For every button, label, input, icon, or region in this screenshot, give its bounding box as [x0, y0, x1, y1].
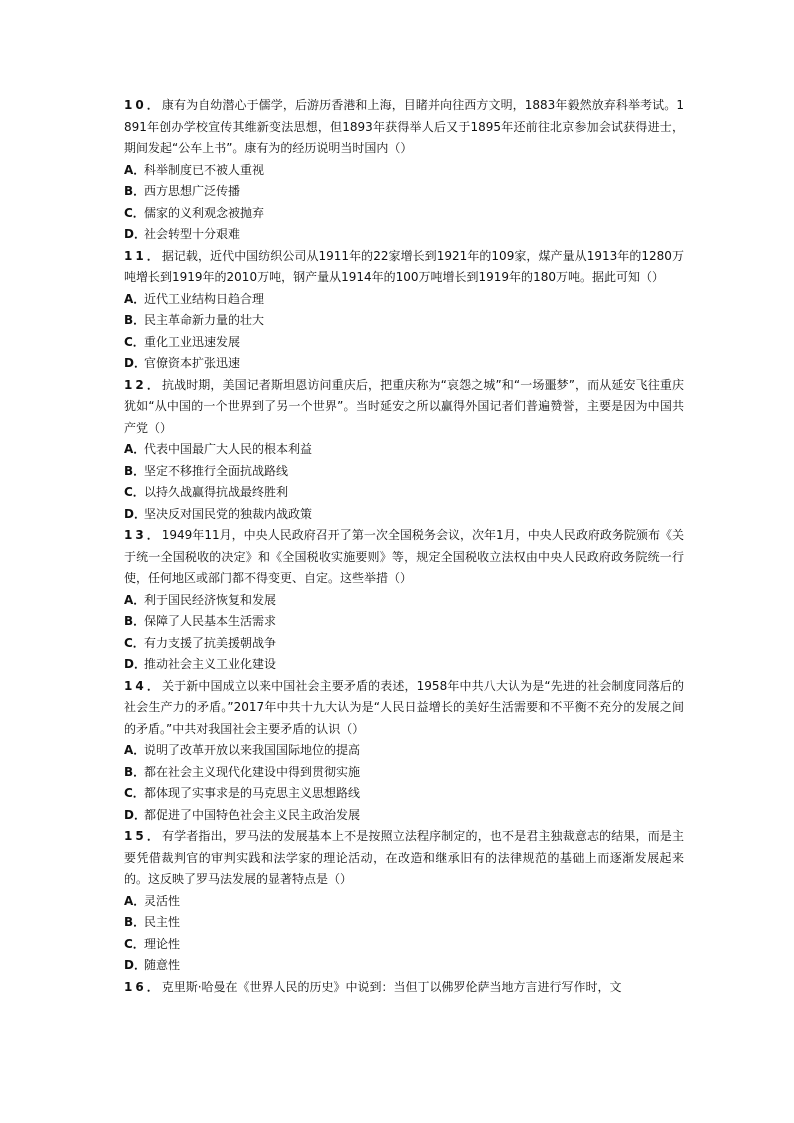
question-number: 13: [124, 528, 147, 542]
option-text: 理论性: [144, 936, 181, 951]
option-text: 儒家的义利观念被抛弃: [144, 205, 265, 220]
option-text: 坚决反对国民党的独裁内战政策: [144, 506, 313, 521]
question-number: 14: [124, 678, 147, 693]
answer-option: [124, 654, 684, 676]
answer-option: [124, 912, 684, 934]
option-letter: D．: [124, 356, 146, 370]
option-letter: A．: [124, 162, 146, 177]
option-text: 随意性: [144, 958, 181, 972]
option-letter: B．: [124, 614, 146, 628]
question-number: 16: [124, 979, 147, 994]
question-text: 抗战时期，美国记者斯坦恩访问重庆后，把重庆称为“哀怨之城”和“一场噩梦”，而从延安飞往重庆犹如“从中国的一个世界到了另一个世界”。当时延安之所以赢得外国记者们普遍赞誉，主要是因为中国共产党（）: [124, 377, 684, 435]
option-text: 官僚资本扩张迅速: [144, 356, 241, 370]
answer-option: [124, 332, 684, 354]
question-number: 15: [124, 829, 147, 843]
option-letter: D．: [124, 807, 146, 822]
question-number-dot: ．: [146, 528, 162, 542]
answer-option: [124, 590, 684, 612]
option-letter: D．: [124, 227, 146, 241]
question-16: [124, 977, 684, 999]
question-number-dot: ．: [146, 678, 162, 693]
question-stem: [124, 676, 684, 741]
answer-option: [124, 203, 684, 225]
question-list: [124, 95, 684, 998]
answer-option: [124, 504, 684, 526]
option-letter: A．: [124, 291, 146, 306]
question-14: [124, 676, 684, 827]
option-letter: A．: [124, 893, 146, 908]
answer-option: [124, 461, 684, 483]
question-text: 克里斯·哈曼在《世界人民的历史》中说到：当但丁以佛罗伦萨当地方言进行写作时，文: [161, 979, 622, 994]
option-letter: D．: [124, 506, 146, 521]
option-letter: C．: [124, 485, 145, 499]
answer-option: [124, 310, 684, 332]
question-number: 12: [124, 377, 147, 392]
question-11: [124, 246, 684, 375]
option-letter: B．: [124, 313, 146, 327]
question-stem: [124, 95, 684, 160]
question-number-dot: ．: [146, 377, 162, 392]
option-letter: D．: [124, 657, 146, 671]
option-text: 说明了改革开放以来我国国际地位的提高: [144, 743, 361, 757]
question-10: [124, 95, 684, 246]
option-text: 西方思想广泛传播: [144, 184, 241, 198]
question-text: 有学者指出，罗马法的发展基本上不是按照立法程序制定的，也不是君主独裁意志的结果，而是主要凭借裁判官的审判实践和法学家的理论活动，在改造和继承旧有的法律规范的基础上而逐渐发展起来的。这反映了罗马法发展的显著特点是（）: [124, 829, 684, 886]
question-text: 康有为自幼潜心于儒学，后游历香港和上海，目睹并向往西方文明，1883年毅然放弃科举考试。1891年创办学校宣传其维新变法思想，但1893年获得举人后又于1895年还前往北京参加会试获得进士，期间发起“公车上书”。康有为的经历说明当时国内（）: [124, 98, 684, 155]
answer-option: [124, 955, 684, 977]
question-15: [124, 826, 684, 977]
answer-option: [124, 783, 684, 805]
answer-option: [124, 482, 684, 504]
question-stem: [124, 375, 684, 440]
answer-option: [124, 439, 684, 461]
option-letter: C．: [124, 205, 145, 220]
option-letter: B．: [124, 764, 146, 779]
answer-option: [124, 740, 684, 762]
option-text: 民主革命新力量的壮大: [144, 313, 265, 327]
answer-option: [124, 181, 684, 203]
question-number-dot: ．: [146, 979, 162, 994]
option-text: 以持久战赢得抗战最终胜利: [144, 485, 289, 499]
option-text: 坚定不移推行全面抗战路线: [144, 463, 289, 478]
option-text: 代表中国最广大人民的根本利益: [144, 442, 313, 456]
option-text: 重化工业迅速发展: [144, 334, 241, 349]
option-letter: B．: [124, 184, 146, 198]
option-text: 都在社会主义现代化建设中得到贯彻实施: [144, 764, 361, 779]
answer-option: [124, 891, 684, 913]
option-letter: C．: [124, 635, 145, 650]
option-text: 灵活性: [144, 893, 181, 908]
question-text: 据记载，近代中国纺织公司从1911年的22家增长到1921年的109家，煤产量从1913年的1280万吨增长到1919年的2010万吨，钢产量从1914年的100万吨增长到1919年的180万吨。据此可知（）: [124, 248, 684, 284]
option-text: 民主性: [144, 915, 181, 929]
question-number: 11: [124, 248, 147, 263]
question-number: 10: [124, 98, 147, 112]
answer-option: [124, 611, 684, 633]
option-letter: A．: [124, 592, 146, 607]
option-text: 推动社会主义工业化建设: [144, 657, 277, 671]
answer-option: [124, 289, 684, 311]
answer-option: [124, 805, 684, 827]
option-text: 有力支援了抗美援朝战争: [144, 635, 277, 650]
question-13: [124, 525, 684, 676]
answer-option: [124, 353, 684, 375]
option-letter: C．: [124, 334, 145, 349]
answer-option: [124, 224, 684, 246]
option-letter: C．: [124, 936, 145, 951]
question-number-dot: ．: [146, 829, 162, 843]
answer-option: [124, 934, 684, 956]
question-text: 1949年11月，中央人民政府召开了第一次全国税务会议，次年1月，中央人民政府政务院颁布《关于统一全国税收的决定》和《全国税收实施要则》等，规定全国税收立法权由中央人民政府政务院统一行使，任何地区或部门都不得变更、自定。这些举措（）: [124, 528, 684, 585]
option-text: 利于国民经济恢复和发展: [144, 592, 277, 607]
option-text: 保障了人民基本生活需求: [144, 614, 277, 628]
question-number-dot: ．: [146, 98, 162, 112]
option-letter: B．: [124, 463, 146, 478]
question-stem: [124, 246, 684, 289]
answer-option: [124, 160, 684, 182]
option-letter: C．: [124, 786, 145, 800]
question-stem: [124, 977, 684, 999]
option-text: 科举制度已不被人重视: [144, 162, 265, 177]
option-letter: B．: [124, 915, 146, 929]
question-stem: [124, 826, 684, 891]
option-letter: A．: [124, 442, 146, 456]
question-text: 关于新中国成立以来中国社会主要矛盾的表述，1958年中共八大认为是“先进的社会制度同落后的社会生产力的矛盾。”2017年中共十九大认为是“人民日益增长的美好生活需要和不平衡不充分的发展之间的矛盾。”中共对我国社会主要矛盾的认识（）: [124, 678, 684, 736]
answer-option: [124, 633, 684, 655]
option-text: 都促进了中国特色社会主义民主政治发展: [144, 807, 361, 822]
option-text: 都体现了实事求是的马克思主义思想路线: [144, 786, 361, 800]
option-text: 近代工业结构日趋合理: [144, 291, 265, 306]
option-letter: D．: [124, 958, 146, 972]
question-number-dot: ．: [146, 248, 162, 263]
option-text: 社会转型十分艰难: [144, 227, 241, 241]
option-letter: A．: [124, 743, 146, 757]
question-12: [124, 375, 684, 526]
answer-option: [124, 762, 684, 784]
question-stem: [124, 525, 684, 590]
